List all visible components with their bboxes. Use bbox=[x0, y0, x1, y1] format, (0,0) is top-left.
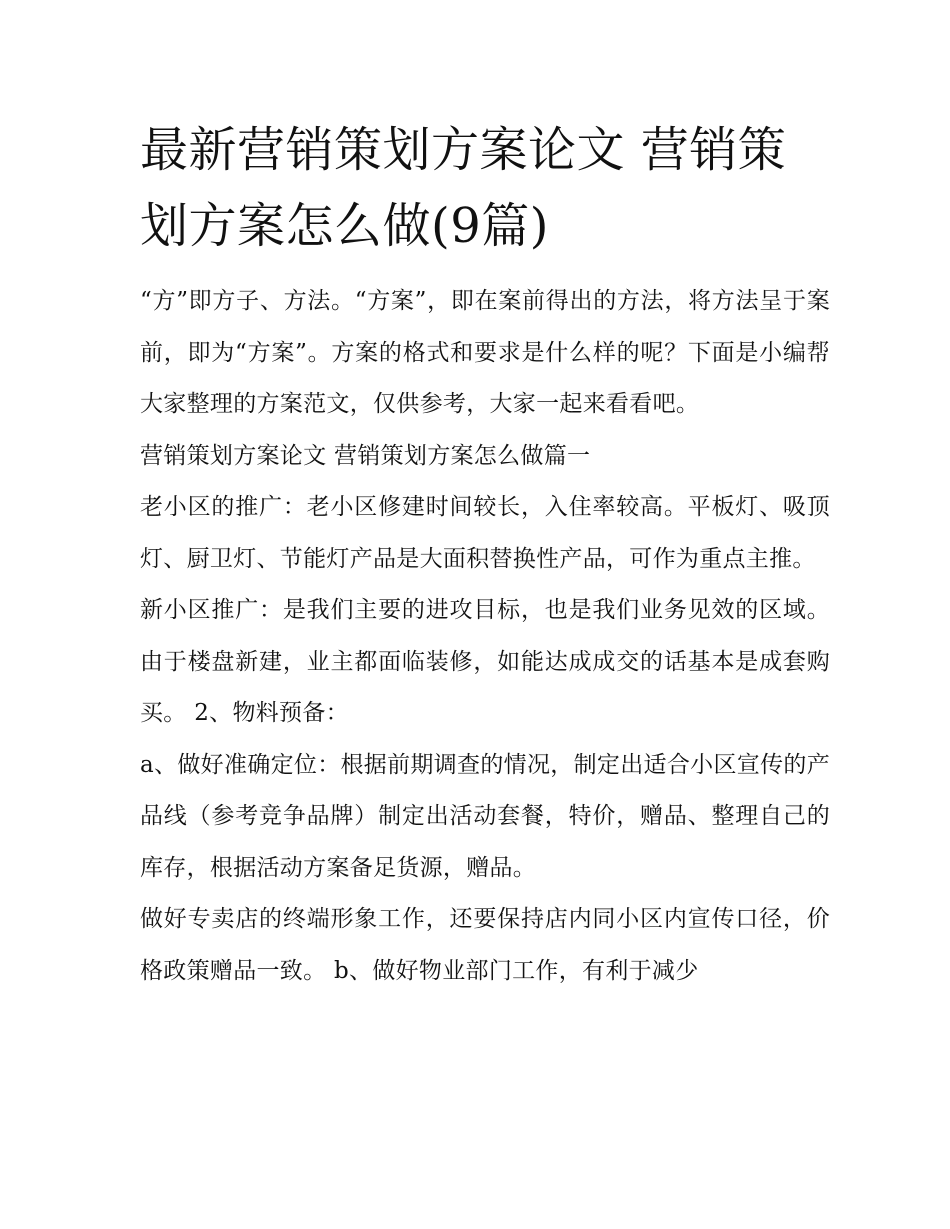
body-paragraph: 做好专卖店的终端形象工作，还要保持店内同小区内宣传口径，价格政策赠品一致。 b、做好物业部门工作，有利于减少 bbox=[140, 906, 830, 984]
document-page bbox=[140, 112, 830, 997]
body-paragraph: a、做好准确定位：根据前期调查的情况，制定出适合小区宣传的产品线（参考竞争品牌）制定出活动套餐，特价，赠品、整理自己的库存，根据活动方案备足货源，赠品。 bbox=[140, 751, 830, 881]
document-title: 最新营销策划方案论文 营销策划方案怎么做(9篇) bbox=[140, 122, 787, 254]
section-heading: 营销策划方案论文 营销策划方案怎么做篇一 bbox=[140, 442, 591, 469]
body-paragraph: 新小区推广：是我们主要的进攻目标，也是我们业务见效的区域。由于楼盘新建，业主都面临装修，如能达成成交的话基本是成套购买。 2、物料预备： bbox=[140, 597, 830, 726]
body-paragraph: 老小区的推广：老小区修建时间较长，入住率较高。平板灯、吸顶灯、厨卫灯、节能灯产品是大面积替换性产品，可作为重点主推。 bbox=[140, 494, 830, 572]
document-body bbox=[140, 276, 830, 997]
intro-paragraph: “方”即方子、方法。“方案”，即在案前得出的方法，将方法呈于案前，即为“方案”。方案的格式和要求是什么样的呢？下面是小编帮大家整理的方案范文，仅供参考，大家一起来看看吧。 bbox=[140, 288, 830, 417]
